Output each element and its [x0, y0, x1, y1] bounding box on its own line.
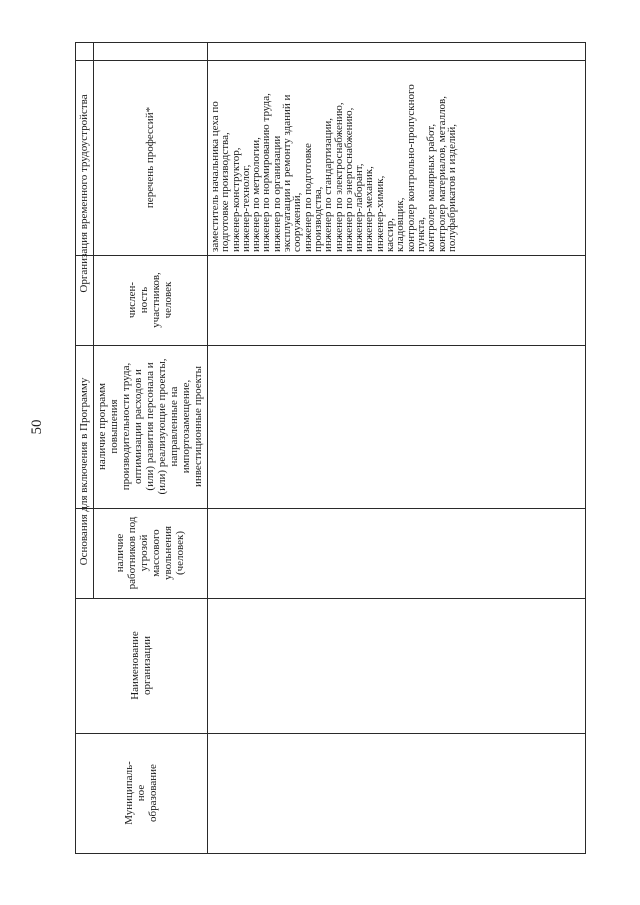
list-item: подготовке производства, — [219, 132, 232, 252]
header-grounds-group: Основания для включения в Программу — [78, 377, 90, 566]
header-workers-at-risk: наличие работников под угрозой массового увольнения (человек) — [114, 516, 186, 590]
list-item: эксплуатации и ремонту зданий и — [281, 94, 294, 252]
list-item: кассир, — [384, 218, 397, 252]
list-item: производства, — [311, 186, 324, 252]
list-item: инженер по подготовке — [301, 143, 314, 252]
list-item: инженер по метрологии, — [250, 137, 263, 252]
list-item: инженер по организации — [270, 135, 283, 252]
list-item: заместитель начальника цеха по — [209, 101, 221, 252]
list-item: кладовщик, — [394, 197, 407, 252]
header-temp-employment-group: Организация временного трудоустройства — [78, 94, 90, 293]
list-item: инженер по нормированию труда, — [260, 93, 273, 252]
page-number: 50 — [29, 419, 45, 435]
list-item: инженер-химик, — [373, 175, 386, 252]
table-border-bottom — [75, 853, 585, 854]
table-border-top — [75, 42, 585, 43]
list-item: полуфабрикатов и изделий, — [445, 124, 458, 252]
header-participants-count: числен- ность участников, человек — [126, 272, 174, 328]
table-grid-line — [207, 42, 208, 854]
list-item: пункта, — [414, 216, 427, 252]
professions-list-cell — [210, 60, 586, 255]
list-item: инженер-механик, — [363, 166, 376, 252]
list-item: инженер по энергоснабжению, — [342, 107, 355, 252]
list-item: контролер контрольно-пропускного — [404, 84, 417, 252]
header-municipality: Муниципаль- ное образование — [123, 761, 159, 825]
list-item: инженер-лаборант, — [353, 163, 366, 252]
list-item: сооружений, — [291, 192, 304, 252]
list-item: контролер материалов, металлов, — [435, 96, 448, 252]
header-organization-name: Наименование организации — [129, 631, 153, 700]
list-item: инженер по стандартизации, — [322, 117, 335, 252]
header-professions-list: перечень профессий* — [144, 106, 156, 209]
list-item: инженер по электроснабжению, — [332, 102, 345, 252]
list-item: инженер-конструктор, — [229, 147, 242, 252]
list-item: контролер малярных работ, — [425, 123, 438, 252]
header-productivity-programs: наличие программ повышения производительности труда, оптимизации расходов и (или) развития персонала и (или) реализующие проекты, направленные на импортозамещение, инвестиционные проекты — [96, 358, 204, 495]
list-item: инженер-технолог, — [239, 164, 252, 252]
